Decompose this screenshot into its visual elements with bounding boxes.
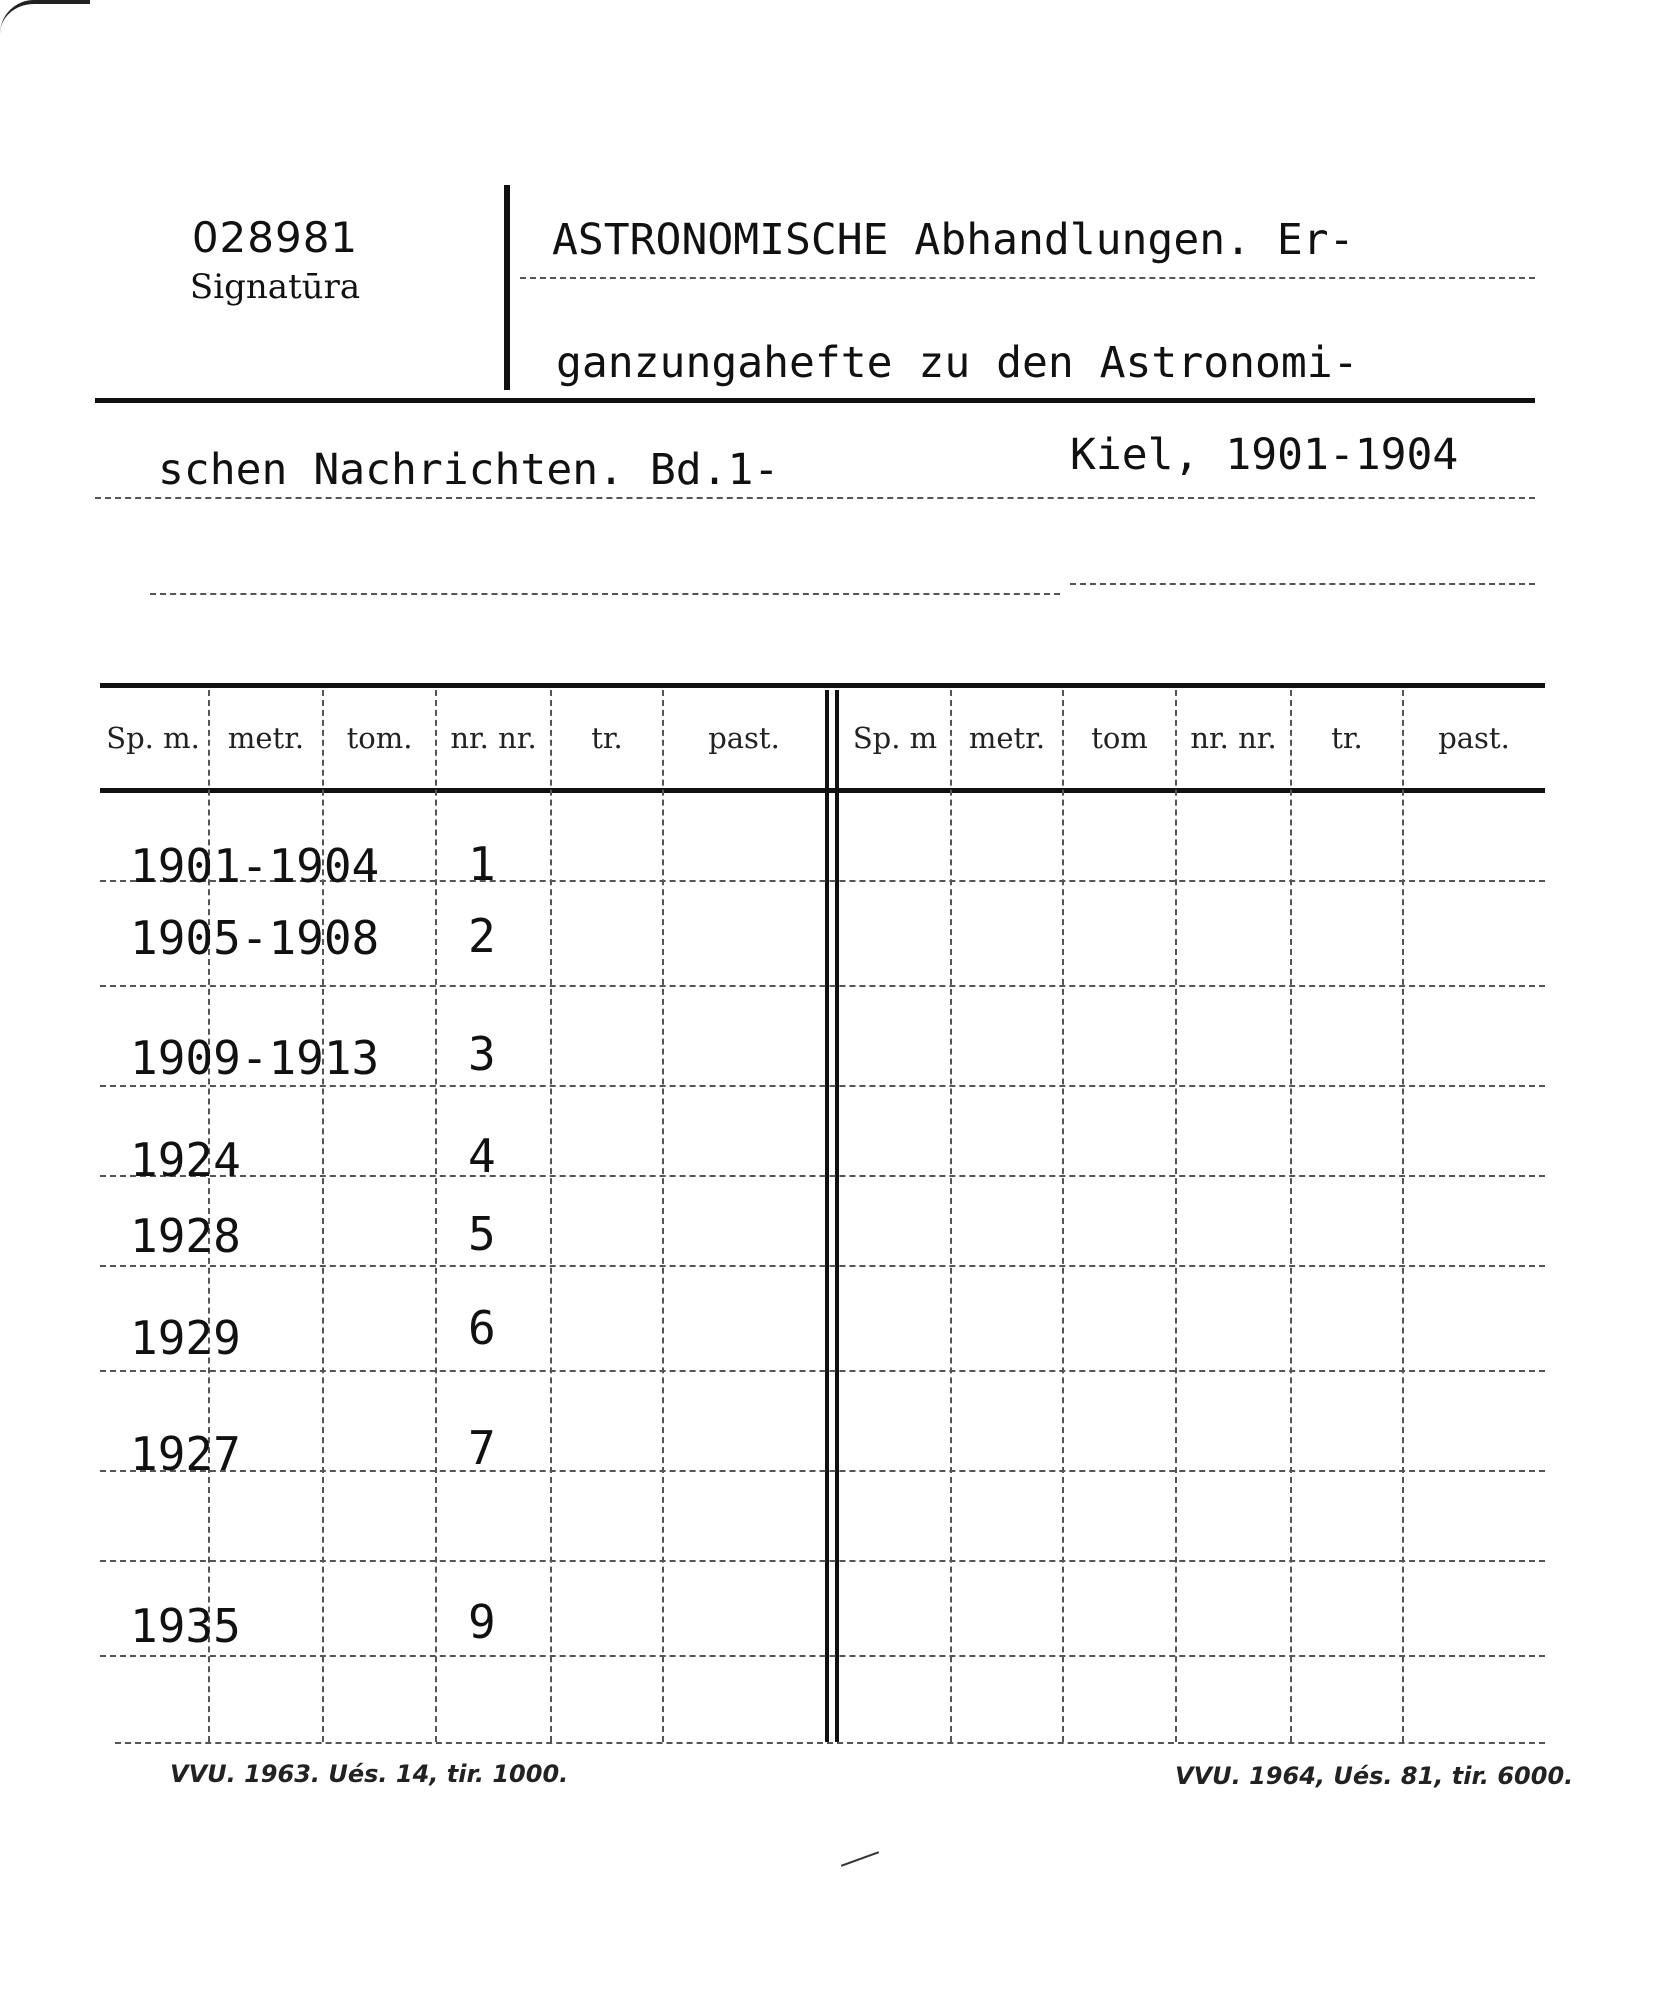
card-corner-mark <box>0 0 90 34</box>
header-divider <box>504 185 510 390</box>
row-rule <box>100 1175 1545 1177</box>
col-sep <box>435 690 437 1742</box>
title-line-1: ASTRONOMISCHE Abhandlungen. Er- <box>552 215 1355 265</box>
print-note-right: VVU. 1964, Ués. 81, tir. 6000. <box>1175 1762 1574 1790</box>
col-header-tom-right: tom <box>1091 721 1148 755</box>
row-volume-number: 9 <box>468 1595 496 1649</box>
col-header-past-left: past. <box>708 721 780 755</box>
col-sep <box>550 690 552 1742</box>
row-years: 1935 <box>130 1599 241 1653</box>
table-top-rule <box>100 683 1545 688</box>
row-years: 1929 <box>130 1311 241 1365</box>
row-years: 1905-1908 <box>130 911 380 965</box>
title-line-2: ganzungahefte zu den Astronomi- <box>556 338 1359 388</box>
col-header-metr-left: metr. <box>227 721 305 755</box>
col-header-tom-left: tom. <box>346 721 413 755</box>
col-header-nrnr-right: nr. nr. <box>1190 721 1277 755</box>
print-note-left: VVU. 1963. Ués. 14, tir. 1000. <box>170 1760 569 1788</box>
signum-label: Signatūra <box>189 267 361 307</box>
row-years: 1901-1904 <box>130 839 380 893</box>
row-rule <box>100 1470 1545 1472</box>
col-header-sp-m-right: Sp. m <box>852 721 938 755</box>
row-years: 1928 <box>130 1209 241 1263</box>
row-volume-number: 5 <box>468 1207 496 1261</box>
row-years: 1927 <box>130 1427 241 1481</box>
table-header-rule <box>100 788 1545 793</box>
col-header-sp-m-left: Sp. m. <box>106 721 200 755</box>
title-rule-1 <box>520 277 1535 279</box>
row-rule <box>100 1370 1545 1372</box>
row-years: 1909-1913 <box>130 1031 380 1085</box>
imprint: Kiel, 1901-1904 <box>1070 430 1459 480</box>
row-rule <box>100 1560 1545 1562</box>
col-sep <box>662 690 664 1742</box>
title-line-3: schen Nachrichten. Bd.1- <box>158 445 780 495</box>
row-volume-number: 7 <box>468 1421 496 1475</box>
signum-number: 028981 <box>191 213 359 262</box>
center-divider <box>825 690 829 1742</box>
col-sep <box>1062 690 1064 1742</box>
blank-rule-right <box>1070 583 1535 585</box>
col-header-tr-left: tr. <box>591 721 623 755</box>
row-rule <box>100 1265 1545 1267</box>
row-volume-number: 2 <box>468 909 496 963</box>
title-rule-3 <box>95 497 1535 499</box>
col-header-tr-right: tr. <box>1331 721 1363 755</box>
col-sep <box>950 690 952 1742</box>
col-header-past-right: past. <box>1438 721 1510 755</box>
header-bottom-rule <box>95 398 1535 403</box>
center-divider <box>835 690 839 1742</box>
col-header-metr-right: metr. <box>968 721 1046 755</box>
row-rule <box>100 985 1545 987</box>
row-years: 1924 <box>130 1133 241 1187</box>
col-sep <box>1402 690 1404 1742</box>
row-volume-number: 3 <box>468 1027 496 1081</box>
table-bottom-rule <box>115 1742 1545 1744</box>
row-rule <box>100 1655 1545 1657</box>
col-sep <box>1290 690 1292 1742</box>
row-volume-number: 6 <box>468 1301 496 1355</box>
row-rule <box>100 1085 1545 1087</box>
stray-mark <box>841 1851 879 1867</box>
row-volume-number: 4 <box>468 1129 496 1183</box>
col-sep <box>1175 690 1177 1742</box>
blank-rule-left <box>150 593 1060 595</box>
row-volume-number: 1 <box>468 837 496 891</box>
col-header-nrnr-left: nr. nr. <box>450 721 537 755</box>
